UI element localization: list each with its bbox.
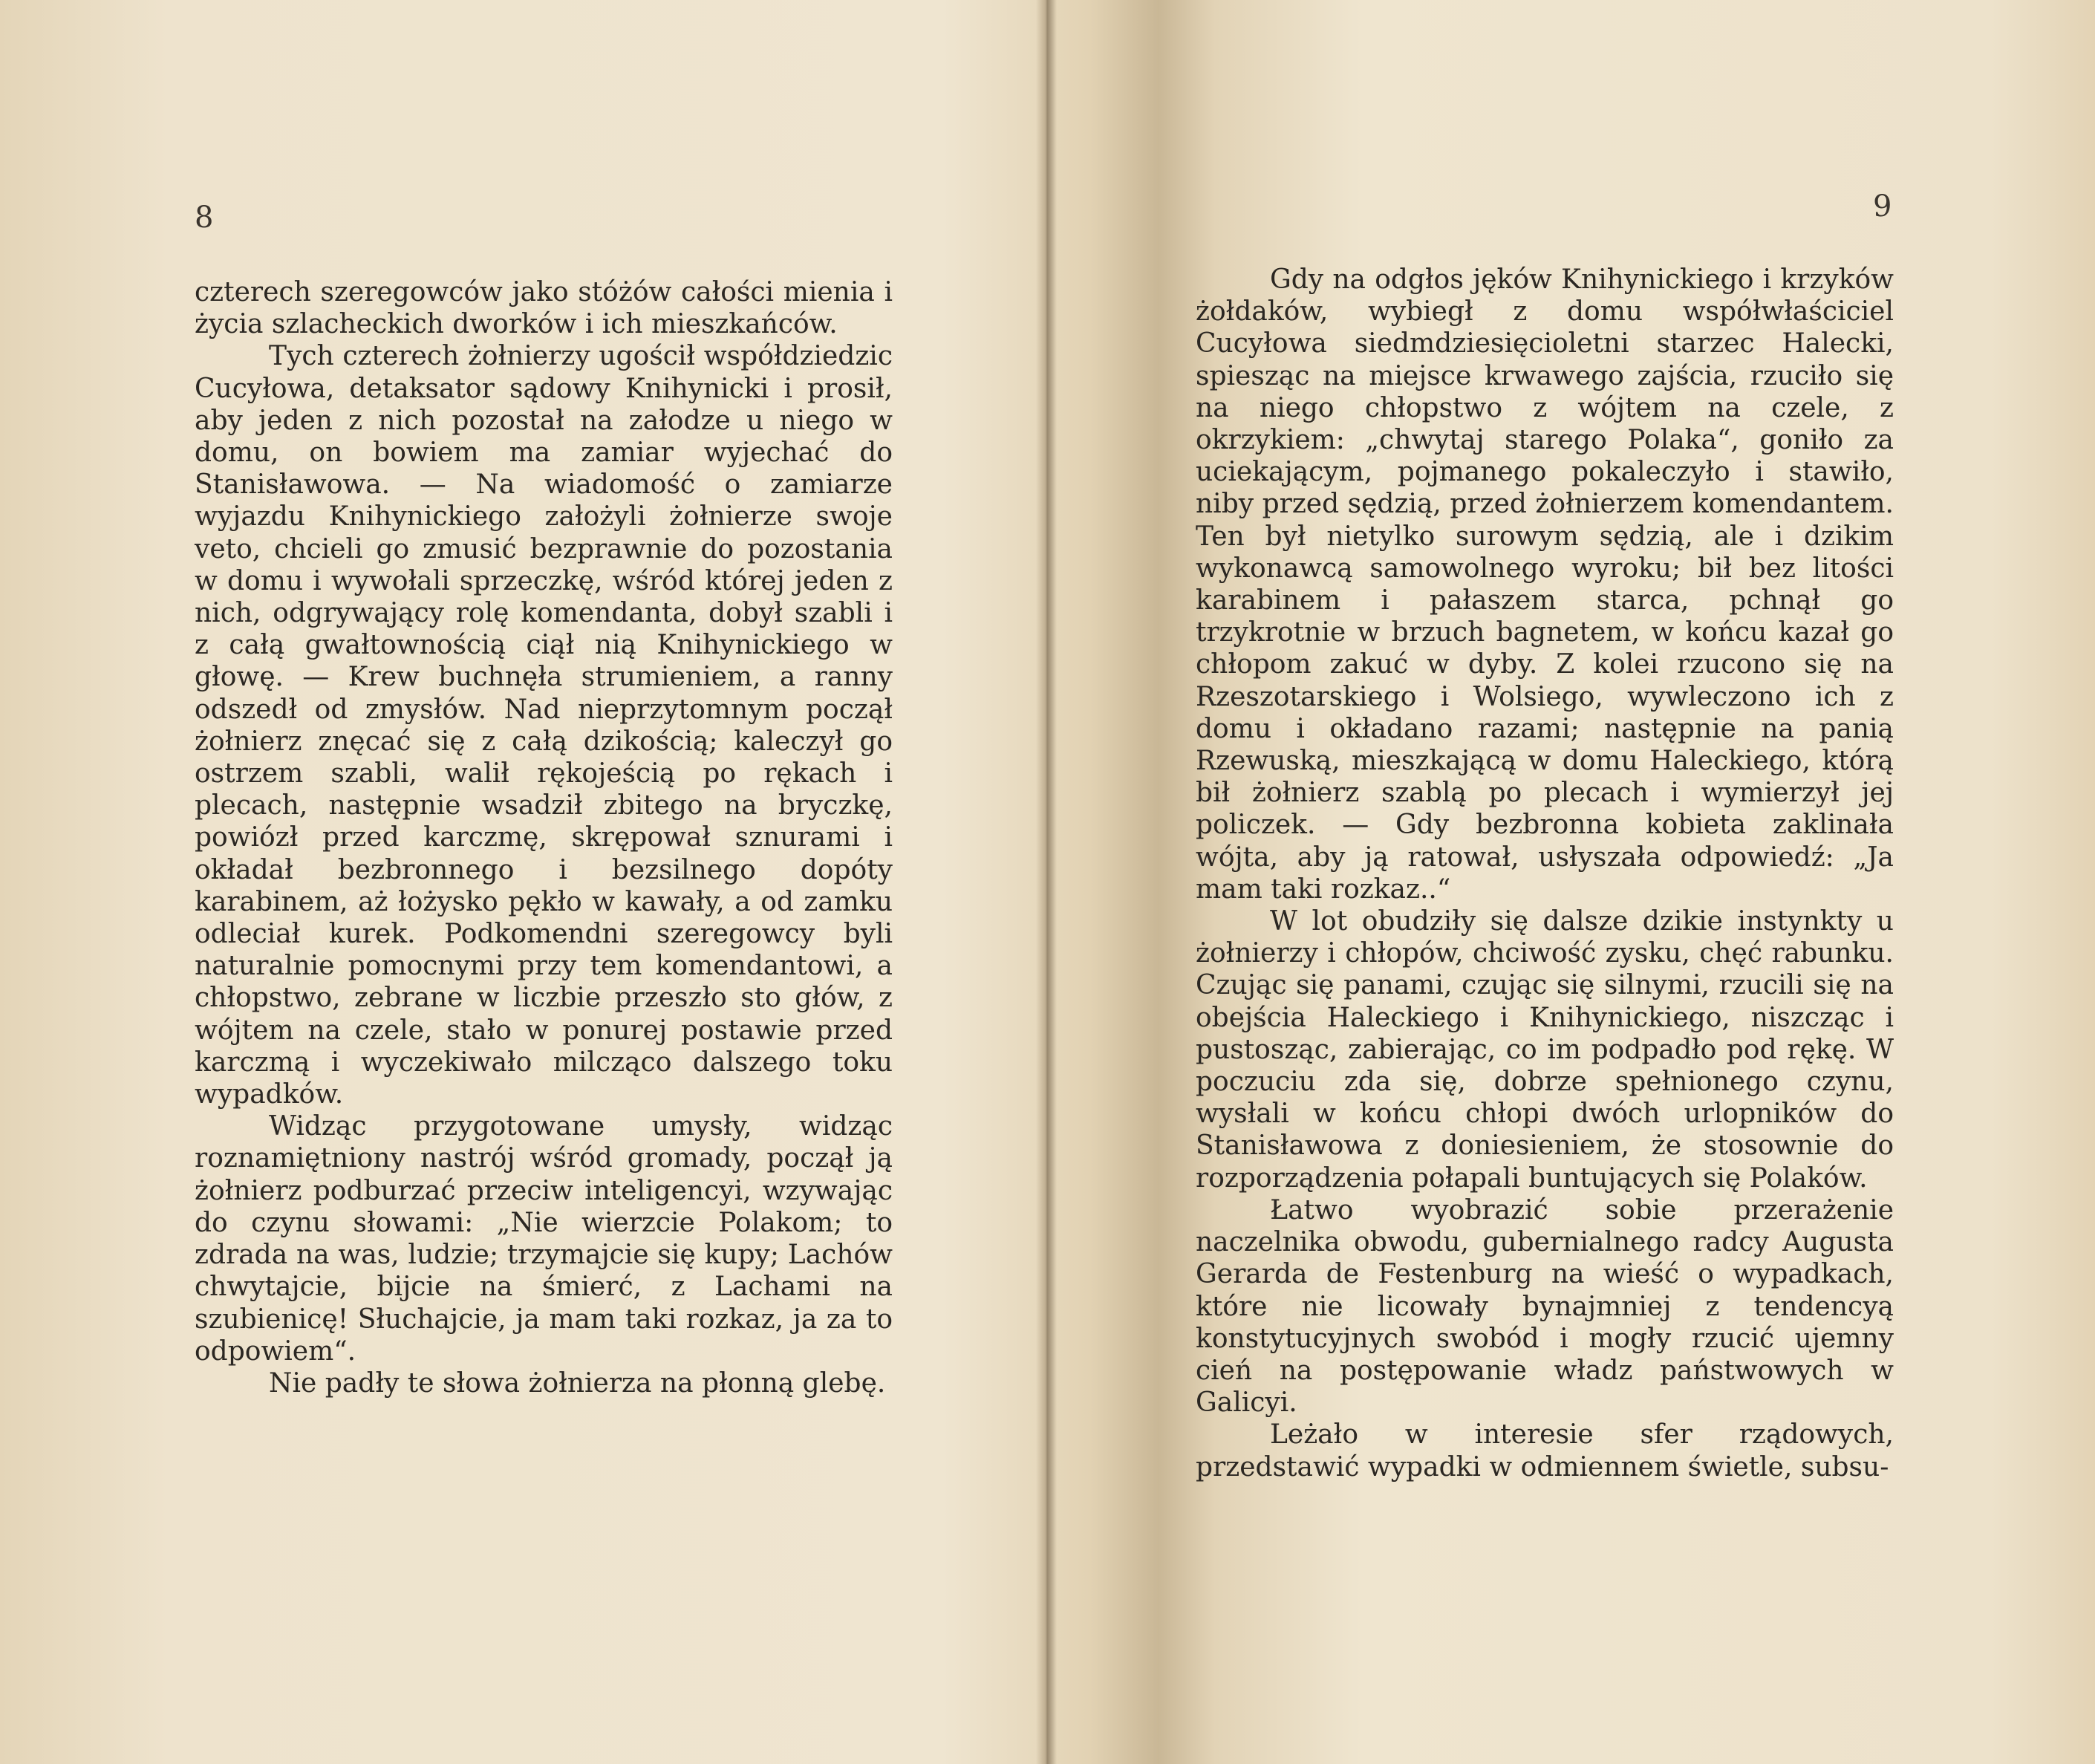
- paragraph: Gdy na odgłos jęków Knihynickiego i krzyków żołdaków, wybiegł z domu współwłaściciel Cucyłowa siedmdziesięcioletni starzec Halecki, spiesząc na miejsce krwawego zajścia, rzuciło się na niego chłopstwo z wójtem na czele, z okrzykiem: „chwytaj starego Polaka“, goniło za uciekającym, pojmanego pokaleczyło i stawiło, niby przed sędzią, przed żołnierzem komendantem. Ten był nietylko surowym sędzią, ale i dzikim wykonawcą samowolnego wyroku; bił bez litości karabinem i pałaszem starca, pchnął go trzykrotnie w brzuch bagnetem, w końcu kazał go chłopom zakuć w dyby. Z kolei rzucono się na Rzeszotarskiego i Wolsiego, wywleczono ich z domu i okładano razami; następnie na panią Rzewuską, mieszkającą w domu Haleckiego, którą bił żołnierz szablą po plecach i wymierzył jej policzek. — Gdy bezbronna kobieta zaklinała wójta, aby ją ratował, usłyszała odpowiedź: „Ja mam taki rozkaz..“: [1196, 264, 1894, 905]
- page-number: 8: [195, 201, 214, 235]
- paragraph: czterech szeregowców jako stóżów całości mienia i życia szlacheckich dworków i ich mieszkańców.: [195, 277, 893, 340]
- paragraph: Leżało w interesie sfer rządowych, przedstawić wypadki w odmiennem świetle, subsu-: [1196, 1419, 1894, 1483]
- left-page: [0, 0, 1040, 1764]
- paragraph: Łatwo wyobrazić sobie przerażenie naczelnika obwodu, gubernialnego radcy Augusta Gerarda de Festenburg na wieść o wypadkach, które nie licowały bynajmniej z tendencyą konstytucyjnych swobód i mogły rzucić ujemny cień na postępowanie władz państwowych w Galicyi.: [1196, 1194, 1894, 1419]
- paragraph: Tych czterech żołnierzy ugościł współdziedzic Cucyłowa, detaksator sądowy Knihynicki i prosił, aby jeden z nich pozostał na załodze u niego w domu, on bowiem ma zamiar wyjechać do Stanisławowa. — Na wiadomość o zamiarze wyjazdu Knihynickiego założyli żołnierze swoje veto, chcieli go zmusić bezprawnie do pozostania w domu i wywołali sprzeczkę, wśród której jeden z nich, odgrywający rolę komendanta, dobył szabli i z całą gwałtownością ciął nią Knihynickiego w głowę. — Krew buchnęła strumieniem, a ranny odszedł od zmysłów. Nad nieprzytomnym począł żołnierz znęcać się z całą dzikością; kaleczył go ostrzem szabli, walił rękojeścią po rękach i plecach, następnie wsadził zbitego na bryczkę, powiózł przed karczmę, skrępował sznurami i okładał bezbronnego i bezsilnego dopóty karabinem, aż łożysko pękło w kawały, a od zamku odleciał kurek. Podkomendni szeregowcy byli naturalnie pomocnymi przy tem komendantowi, a chłopstwo, zebrane w liczbie przeszło sto głów, z wójtem na czele, stało w ponurej postawie przed karczmą i wyczekiwało milcząco dalszego toku wypadków.: [195, 341, 893, 1110]
- paragraph: W lot obudziły się dalsze dzikie instynkty u żołnierzy i chłopów, chciwość zysku, chęć rabunku. Czując się panami, czując się silnymi, rzucili się na obejścia Haleckiego i Knihynickiego, niszcząc i pustosząc, zabierając, co im podpadło pod rękę. W poczuciu zda się, dobrze spełnionego czynu, wysłali w końcu chłopi dwóch urlopników do Stanisławowa z doniesieniem, że stosownie do rozporządzenia połapali buntujących się Polaków.: [1196, 906, 1894, 1194]
- page-number: 9: [1873, 189, 1892, 224]
- paragraph: Widząc przygotowane umysły, widząc roznamiętniony nastrój wśród gromady, począł ją żołnierz podburzać przeciw inteligencyi, wzywając do czynu słowami: „Nie wierzcie Polakom; to zdrada na was, ludzie; trzymajcie się kupy; Lachów chwytajcie, bijcie na śmierć, z Lachami na szubienicę! Słuchajcie, ja mam taki rozkaz, ja za to odpowiem“.: [195, 1111, 893, 1367]
- paragraph: Nie padły te słowa żołnierza na płonną glebę.: [269, 1367, 886, 1399]
- right-page: [1055, 0, 2095, 1764]
- page-text: [195, 276, 893, 1399]
- page-text: [1196, 264, 1894, 1483]
